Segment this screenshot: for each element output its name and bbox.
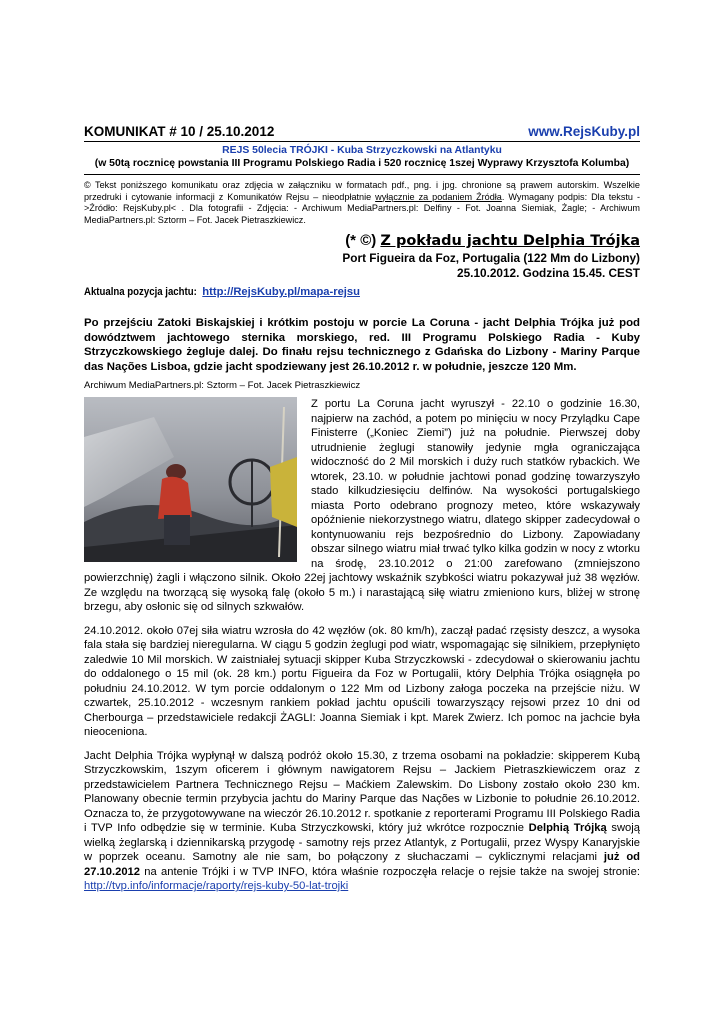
- divider: [84, 174, 640, 175]
- body-paragraph-1: Z portu La Coruna jacht wyruszył - 22.10 o godzinie 16.30, najpierw na zachód, a potem po minięciu w nocy Przylądku Cape Finisterre („Koniec Ziemi”) już na południe. Pierwszej doby utrudnienie żeglugi stanowiły jedynie mgła ograniczająca widoczność do 2 Mil morskich i duży ruch statków rybackich. We wtorek, 23.10. w południe jachtowi ponad godzinę towarzyszyło stado kilkudziesięciu delfinów. Na wysokości portugalskiego miasta Porto odebrano prognozy meteo, które wskazywały opóźnienie niekorzystnego wiatru, dlatego skipper zadecydował o kontynuowaniu rejs bezpośrednio do Lizbony. Zapowiadany obszar silnego wiatru miał trwać tylko kilka godzin w nocy z wtorku na środę, 23.10.2012 o 21:00 zarefowano (zmniejszono powierzchnię) żagli i włączono silnik. Około 22ej jachtowy wskaźnik szybkości wiatru pokazywał już 38 węzłów. Ze względu na tworzącą się wysoką falę (około 5 m.) i narastającą siłę wiatru zmieniono kurs, bliżej w stronę brzegu, aby osłonic się od silnych szkwałów.: [84, 398, 640, 614]
- cruise-name: REJS 50lecia TRÓJKI: [222, 145, 328, 156]
- position-map-link[interactable]: http://RejsKuby.pl/mapa-rejsu: [202, 286, 360, 298]
- title-main: Z pokładu jachtu Delphia Trójka: [380, 233, 640, 249]
- document-header: [84, 124, 640, 142]
- article-subtitle: [84, 251, 640, 280]
- position-label: Aktualna pozycja jachtu:: [84, 286, 197, 298]
- tvp-info-link[interactable]: http://tvp.info/informacje/raporty/rejs-kuby-50-lat-trojki: [84, 880, 349, 893]
- lead-paragraph: Po przejściu Zatoki Biskajskiej i krótkim postoju w porcie La Coruna - jacht Delphia Trójka już pod dowództwem jachtowego sternika morskiego, red. III Programu Polskiego Radia - Kuby Strzyczkowskiego żegluje dalej. Do finału rejsu technicznego z Gdańska do Lizbony - Mariny Parque das Nações Lisboa, gdzie jacht spodziewany jest 26.10.2012 r. w południe, jeszcze 120 Mm.: [84, 317, 640, 373]
- storm-photo-image: [84, 397, 297, 562]
- location-line: Port Figueira da Foz, Portugalia (122 Mm do Lizbony): [342, 251, 640, 265]
- site-link[interactable]: www.RejsKuby.pl: [528, 124, 640, 139]
- copyright-notice: © Tekst poniższego komunikatu oraz zdjęcia w załączniku w formatach pdf., png. i jpg. chronione są prawem autorskim. Wszelkie przedruki i cytowanie informacji z Komunikatów Rejsu – nieodpłatnie wyłącznie za podaniem Źródła. Wymagany podpis: Dla tekstu - >Źródło: RejsKuby.pl< . Dla fotografii - Zdjęcia: - Archiwum MediaPartners.pl: Delfiny - Fot. Joanna Siemiak, Żagle; - Archiwum MediaPartners.pl: Sztorm – Fot. Jacek Pietraszkiewicz.: [84, 180, 641, 225]
- body-paragraph-2: 24.10.2012. około 07ej siła wiatru wzrosła do 42 węzłów (ok. 80 km/h), zaczął padać rzęsisty deszcz, a wysoka fala stała się bardziej nieregularna. W ciągu 5 godzin żeglugi pod wiatr, wspomagając się silnikiem, przepłynięto zaledwie 10 Mil morskich. W zaistniałej sytuacji skipper Kuba Strzyczkowski - zdecydował o skierowaniu jachtu do oddalonego o 15 mil (ok. 28 km.) portu Figueira da Foz w Portugalii, który Delphia Trójka osiągnęła po południu 24.10.2012. W tym porcie oddalonym o 122 Mm od Lizbony załoga poczeka na przejście niżu. W czwartek, 25.10.2012 - wczesnym rankiem pokład jachtu opuścili towarzyszący rejsowi przez 10 dni od Cherbourga – przedstawiciele redakcji ŻAGLI: Joanna Siemiak i kpt. Marek Zwierz. Ich pomoc na jachcie była nieoceniona.: [84, 624, 640, 739]
- body-paragraph-3: Jacht Delphia Trójka wypłynął w dalszą podróż około 15.30, z trzema osobami na pokładzie: skipperem Kubą Strzyczkowskim, 1szym oficerem i głównym nawigatorem Rejsu – Jackiem Pietraszkiewiczem oraz z przedstawicielem Partnera Technicznego Rejsu – Maćkiem Zalewskim. Do Lisbony zostało około 230 km. Planowany obecnie termin przybycia jachtu do Mariny Parque das Nações w Lizbonie to południe 26.10.2012. Oznacza to, że przygotowywane na wieczór 26.10.2012 r. spotkanie z reporterami Programu III Polskiego Radia i TVP Info odbędzie się w terminie. Kuba Strzyczkowski, który już wkrótce rozpocznie Delphią Trójką swoją wielką żeglarską i dziennikarską przygodę - samotny rejs przez Atlantyk, z Portugalii, przez Wyspy Kanaryjskie w poprzek oceanu. Samotny ale nie sam, bo połączony z słuchaczami – cyklicznymi relacjami już od 27.10.2012 na antenie Trójki i w TVP INFO, która właśnie rozpoczęła relacje o rejsie także na swojej stronie: http://tvp.info/informacje/raporty/rejs-kuby-50-lat-trojki: [84, 749, 640, 893]
- cruise-skipper: - Kuba Strzyczkowski na Atlantyku: [327, 145, 502, 156]
- date-bold: już od 27.10.2012: [84, 851, 640, 878]
- photo-caption: Archiwum MediaPartners.pl: Sztorm – Fot. Jacek Pietraszkiewicz: [84, 380, 361, 392]
- article-title: [84, 232, 640, 249]
- storm-photo: [84, 397, 297, 562]
- title-prefix: (* ©): [345, 232, 381, 249]
- cruise-subheading: [84, 144, 640, 170]
- copyright-underlined: wyłącznie za podaniem Źródła: [375, 191, 502, 202]
- yacht-name-bold: Delphią Trójką: [528, 822, 607, 835]
- anniversary-note: (w 50tą rocznicę powstania III Programu Polskiego Radia i 520 rocznicę 1szej Wyprawy Krzysztofa Kolumba): [94, 158, 630, 169]
- bulletin-number: KOMUNIKAT # 10 / 25.10.2012: [84, 124, 275, 139]
- datetime-line: 25.10.2012. Godzina 15.45. CEST: [457, 265, 640, 280]
- document-page: [84, 124, 640, 894]
- position-row: [84, 286, 640, 298]
